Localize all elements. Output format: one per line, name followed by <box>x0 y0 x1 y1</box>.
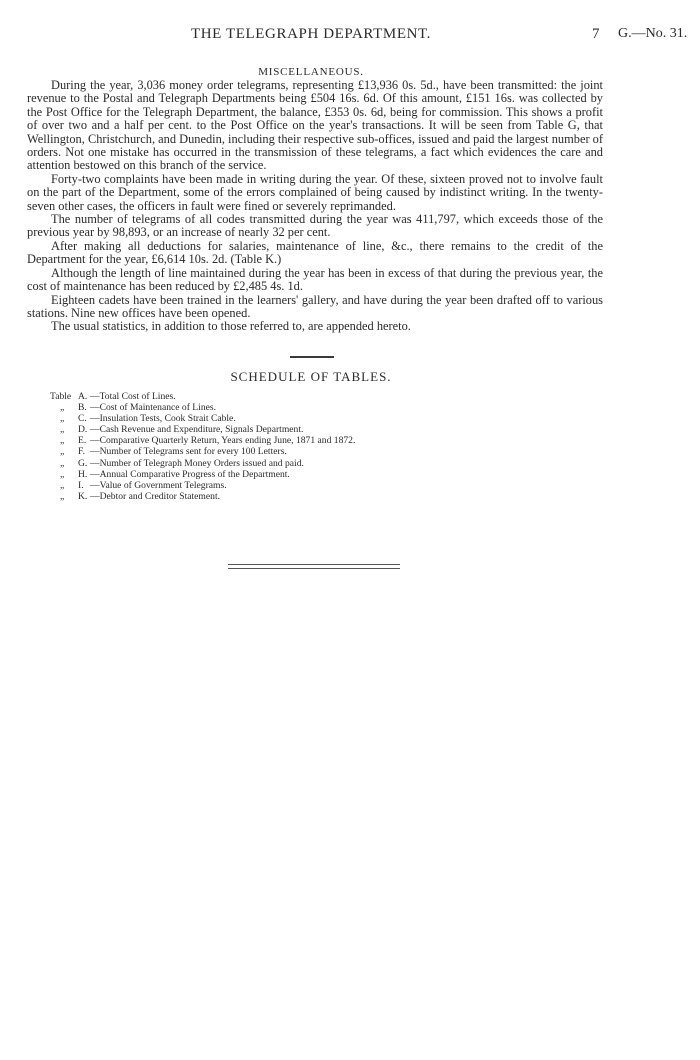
table-letter: K. <box>78 490 88 502</box>
table-letter: G. <box>78 457 88 469</box>
table-letter: H. <box>78 468 88 480</box>
ditto-mark: „ <box>60 402 65 414</box>
ditto-mark: „ <box>60 413 65 425</box>
schedule-row <box>50 413 570 424</box>
table-description: —Annual Comparative Progress of the Department. <box>90 468 290 480</box>
table-letter: F. <box>78 446 85 458</box>
ditto-mark: „ <box>60 435 65 447</box>
schedule-row <box>50 491 570 502</box>
table-description: —Value of Government Telegrams. <box>90 479 227 491</box>
schedule-row <box>50 446 570 457</box>
schedule-row <box>50 424 570 435</box>
table-letter: I. <box>78 479 84 491</box>
table-description: —Cost of Maintenance of Lines. <box>90 402 217 414</box>
schedule-heading: SCHEDULE OF TABLES. <box>230 369 392 384</box>
running-title: THE TELEGRAPH DEPARTMENT. <box>190 26 432 42</box>
table-description: —Number of Telegrams sent for every 100 Letters. <box>90 446 287 458</box>
schedule-row <box>50 435 570 446</box>
paragraph-maintenance: Although the length of line maintained during the year has been in excess of that during the previous year, the cost of maintenance has been reduced by £2,485 4s. 1d. <box>27 265 603 294</box>
ditto-mark: „ <box>60 446 65 458</box>
paragraph-cadets: Eighteen cadets have been trained in the learners' gallery, and have during the year been drafted off to various stations. Nine new offices have been opened. <box>27 292 603 320</box>
table-description: —Comparative Quarterly Return, Years ending June, 1871 and 1872. <box>90 435 356 447</box>
schedule-row <box>50 480 570 491</box>
end-of-section-rule <box>228 564 400 569</box>
paragraph-money-orders: During the year, 3,036 money order telegrams, representing £13,936 0s. 5d., have been transmitted: the joint revenue to the Postal and Telegraph Departments being £504 16s. 6d. Of this amount, £151 16s. was collected by the Post Office for the Telegraph Department, the balance, £353 0s. 6d, being for commission. This shows a profit of over two and a half per cent. to the Post Office on the year's transactions. It will be seen from Table G, that Wellington, Christchurch, and Dunedin, including their respective sub-offices, issued and paid the largest number of orders. Not one mistake has occurred in the transmission of these telegrams, a fact which evidences the care and attention bestowed on this branch of the service. <box>27 78 603 173</box>
body-text <box>27 79 603 334</box>
paragraph-credit: After making all deductions for salaries, maintenance of line, &c., there remains to the credit of the Department for the year, £6,614 10s. 2d. (Table K.) <box>27 238 603 267</box>
table-letter: B. <box>78 402 87 414</box>
paper-reference: G.—No. 31. <box>618 26 688 41</box>
table-description: —Insulation Tests, Cook Strait Cable. <box>90 413 236 425</box>
schedule-list <box>50 391 570 502</box>
table-letter: E. <box>78 435 87 447</box>
ditto-mark: „ <box>60 468 65 480</box>
ditto-mark: „ <box>60 457 65 469</box>
page-number: 7 <box>592 26 600 42</box>
running-head <box>0 26 700 48</box>
schedule-row <box>50 391 570 402</box>
schedule-row <box>50 402 570 413</box>
table-letter: C. <box>78 413 87 425</box>
section-divider <box>290 356 334 358</box>
ditto-mark: „ <box>60 490 65 502</box>
section-heading: MISCELLANEOUS. <box>258 66 364 78</box>
paragraph-statistics: The usual statistics, in addition to those referred to, are appended hereto. <box>51 319 411 334</box>
table-description: —Total Cost of Lines. <box>90 391 176 402</box>
schedule-row <box>50 458 570 469</box>
ditto-mark: „ <box>60 424 65 436</box>
table-word: Table <box>50 391 72 402</box>
schedule-row <box>50 469 570 480</box>
paragraph-complaints: Forty-two complaints have been made in writing during the year. Of these, sixteen proved not to involve fault on the part of the Department, some of the errors complained of being caused by indistinct writing. In the twenty-seven other cases, the officers in fault were fined or severely reprimanded. <box>27 171 603 213</box>
table-description: —Number of Telegraph Money Orders issued and paid. <box>90 457 304 469</box>
table-description: —Debtor and Creditor Statement. <box>90 490 221 502</box>
table-letter: A. <box>78 391 88 402</box>
table-description: —Cash Revenue and Expenditure, Signals Department. <box>90 424 304 436</box>
ditto-mark: „ <box>60 479 65 491</box>
table-letter: D. <box>78 424 88 436</box>
paragraph-telegram-count: The number of telegrams of all codes transmitted during the year was 411,797, which exceeds those of the previous year by 98,893, or an increase of nearly 32 per cent. <box>27 212 603 240</box>
